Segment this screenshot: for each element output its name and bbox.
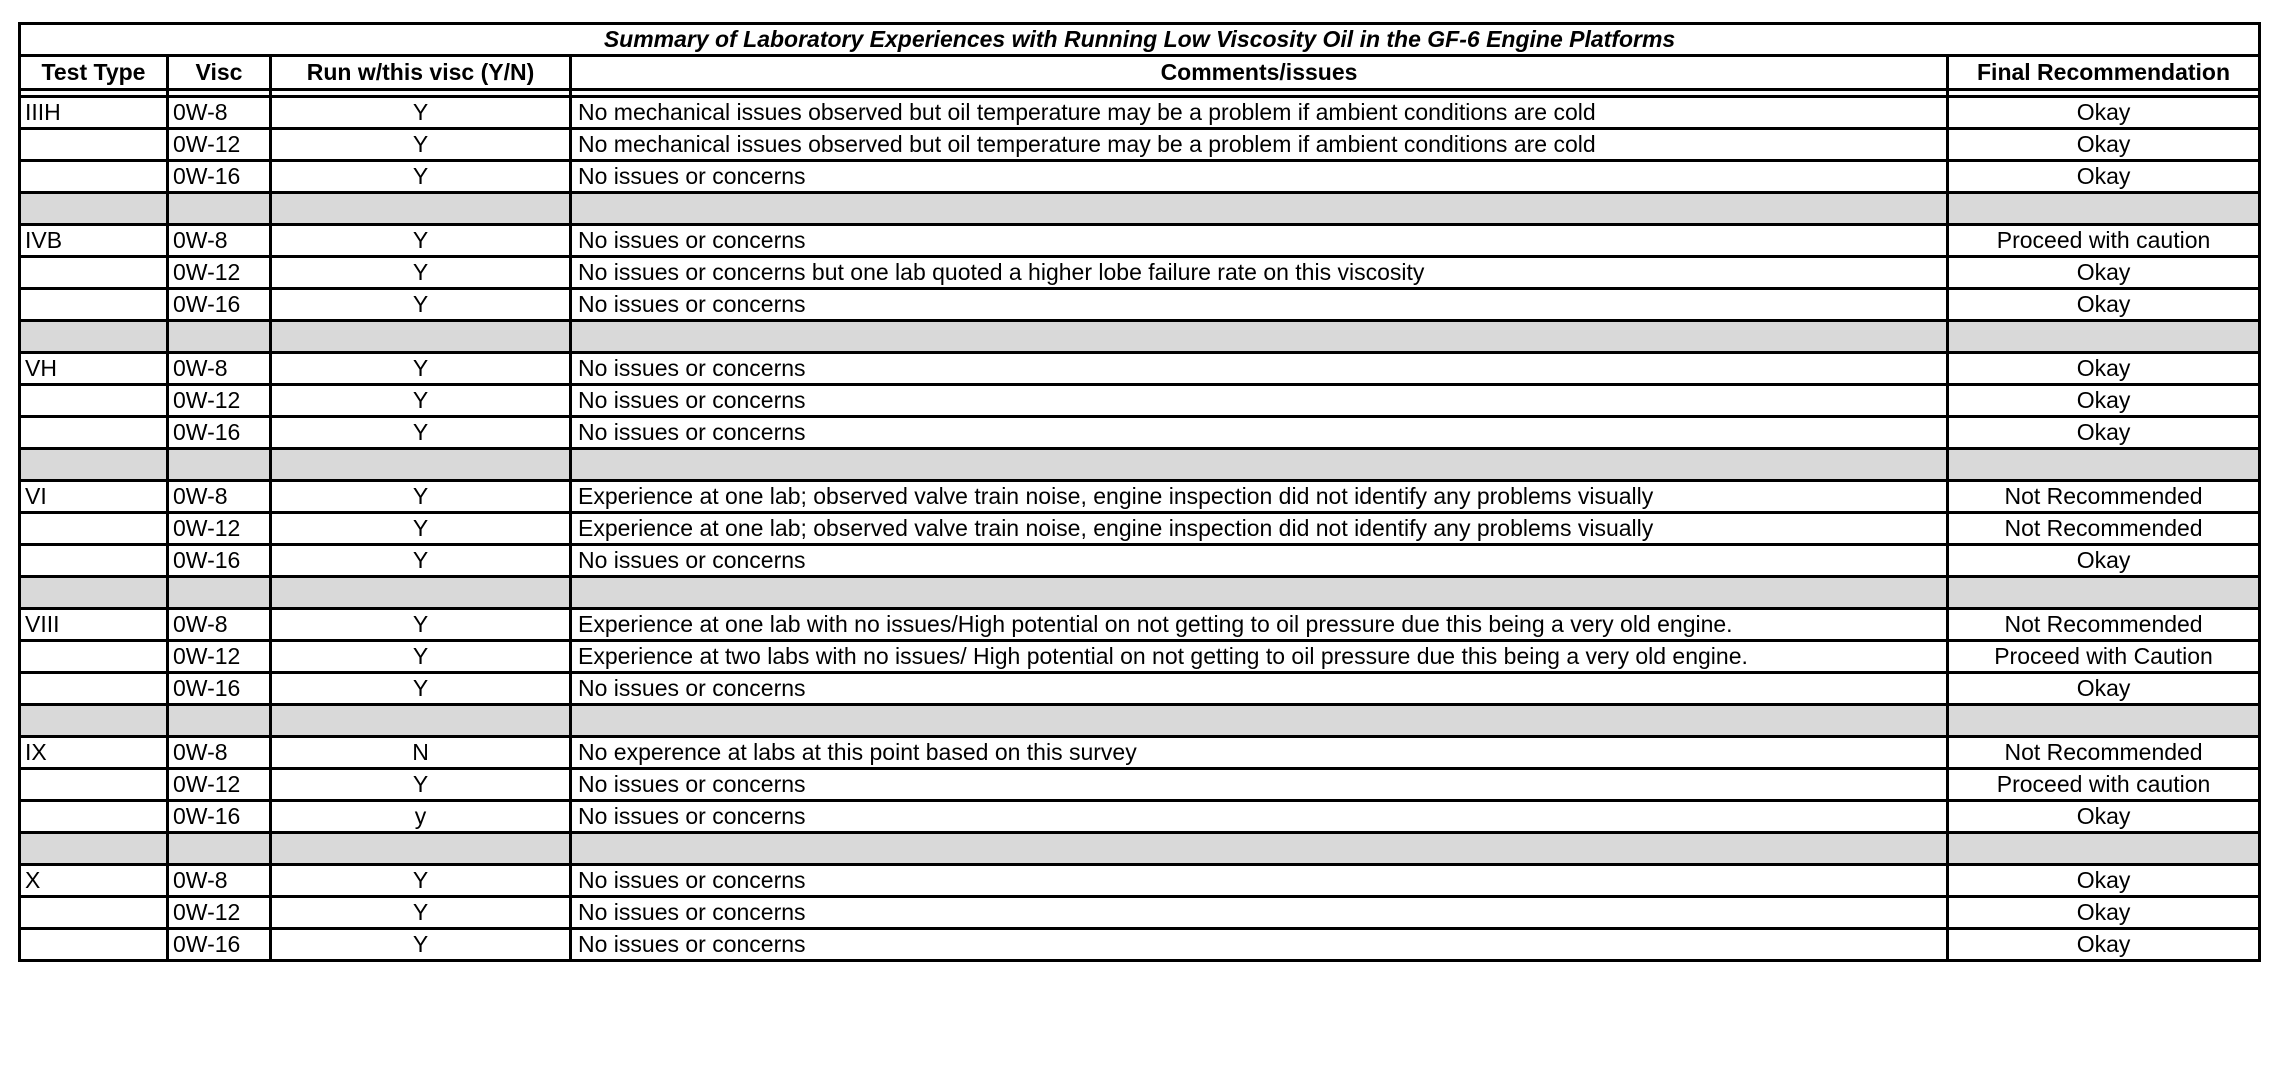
cell-test-type <box>20 897 168 929</box>
separator-cell <box>20 705 168 737</box>
cell-comment: No issues or concerns <box>571 673 1948 705</box>
separator-cell <box>1948 321 2260 353</box>
cell-comment: No issues or concerns <box>571 417 1948 449</box>
cell-test-type <box>20 385 168 417</box>
cell-test-type <box>20 513 168 545</box>
cell-run: Y <box>271 545 571 577</box>
spacer-cell <box>20 90 168 97</box>
cell-recommendation: Not Recommended <box>1948 737 2260 769</box>
cell-run: N <box>271 737 571 769</box>
cell-visc: 0W-8 <box>168 225 271 257</box>
separator-cell <box>571 705 1948 737</box>
cell-run: Y <box>271 225 571 257</box>
cell-recommendation: Okay <box>1948 385 2260 417</box>
table-row <box>20 385 2260 417</box>
table-row <box>20 257 2260 289</box>
separator-cell <box>168 577 271 609</box>
cell-run: Y <box>271 929 571 961</box>
separator-cell <box>20 577 168 609</box>
table-row <box>20 417 2260 449</box>
header-comments: Comments/issues <box>571 56 1948 90</box>
header-run: Run w/this visc (Y/N) <box>271 56 571 90</box>
separator-cell <box>571 833 1948 865</box>
cell-comment: No issues or concerns <box>571 897 1948 929</box>
separator-cell <box>20 449 168 481</box>
group-separator-row <box>20 321 2260 353</box>
table-row <box>20 481 2260 513</box>
cell-visc: 0W-16 <box>168 289 271 321</box>
cell-comment: No issues or concerns <box>571 225 1948 257</box>
cell-recommendation: Okay <box>1948 897 2260 929</box>
cell-run: Y <box>271 385 571 417</box>
cell-recommendation: Proceed with caution <box>1948 225 2260 257</box>
table-row <box>20 97 2260 129</box>
summary-sheet <box>18 22 2258 962</box>
summary-table <box>18 22 2261 962</box>
table-row <box>20 673 2260 705</box>
cell-test-type <box>20 641 168 673</box>
cell-visc: 0W-12 <box>168 129 271 161</box>
table-row <box>20 641 2260 673</box>
cell-visc: 0W-16 <box>168 801 271 833</box>
cell-test-type: VIII <box>20 609 168 641</box>
cell-recommendation: Okay <box>1948 417 2260 449</box>
cell-recommendation: Not Recommended <box>1948 609 2260 641</box>
cell-comment: No issues or concerns <box>571 289 1948 321</box>
group-separator-row <box>20 577 2260 609</box>
cell-test-type: VH <box>20 353 168 385</box>
cell-visc: 0W-12 <box>168 513 271 545</box>
cell-visc: 0W-12 <box>168 257 271 289</box>
table-row <box>20 865 2260 897</box>
group-separator-row <box>20 833 2260 865</box>
separator-cell <box>271 449 571 481</box>
cell-recommendation: Okay <box>1948 673 2260 705</box>
cell-recommendation: Okay <box>1948 257 2260 289</box>
cell-comment: No issues or concerns <box>571 545 1948 577</box>
cell-recommendation: Okay <box>1948 289 2260 321</box>
cell-run: Y <box>271 865 571 897</box>
table-row <box>20 929 2260 961</box>
table-row <box>20 801 2260 833</box>
cell-recommendation: Okay <box>1948 929 2260 961</box>
cell-run: Y <box>271 609 571 641</box>
separator-cell <box>571 449 1948 481</box>
separator-cell <box>271 577 571 609</box>
cell-comment: No mechanical issues observed but oil temperature may be a problem if ambient conditions are cold <box>571 97 1948 129</box>
cell-test-type <box>20 161 168 193</box>
cell-recommendation: Proceed with caution <box>1948 769 2260 801</box>
table-row <box>20 289 2260 321</box>
table-row <box>20 545 2260 577</box>
cell-visc: 0W-8 <box>168 609 271 641</box>
cell-comment: No experence at labs at this point based on this survey <box>571 737 1948 769</box>
cell-test-type <box>20 673 168 705</box>
cell-run: Y <box>271 673 571 705</box>
cell-recommendation: Okay <box>1948 545 2260 577</box>
separator-cell <box>271 833 571 865</box>
cell-comment: No issues or concerns <box>571 865 1948 897</box>
cell-test-type: IX <box>20 737 168 769</box>
cell-run: Y <box>271 897 571 929</box>
cell-visc: 0W-16 <box>168 417 271 449</box>
separator-cell <box>20 193 168 225</box>
cell-comment: No issues or concerns but one lab quoted a higher lobe failure rate on this viscosity <box>571 257 1948 289</box>
cell-test-type <box>20 545 168 577</box>
cell-run: Y <box>271 161 571 193</box>
separator-cell <box>168 705 271 737</box>
cell-test-type <box>20 929 168 961</box>
cell-run: Y <box>271 481 571 513</box>
cell-test-type <box>20 257 168 289</box>
cell-test-type: IIIH <box>20 97 168 129</box>
cell-visc: 0W-16 <box>168 161 271 193</box>
cell-run: Y <box>271 97 571 129</box>
separator-cell <box>168 833 271 865</box>
cell-visc: 0W-8 <box>168 737 271 769</box>
cell-recommendation: Okay <box>1948 97 2260 129</box>
table-row <box>20 897 2260 929</box>
separator-cell <box>168 449 271 481</box>
separator-cell <box>1948 577 2260 609</box>
cell-recommendation: Not Recommended <box>1948 481 2260 513</box>
cell-comment: No mechanical issues observed but oil temperature may be a problem if ambient conditions are cold <box>571 129 1948 161</box>
cell-test-type <box>20 129 168 161</box>
cell-visc: 0W-8 <box>168 353 271 385</box>
cell-comment: No issues or concerns <box>571 769 1948 801</box>
separator-cell <box>1948 449 2260 481</box>
cell-visc: 0W-12 <box>168 769 271 801</box>
cell-visc: 0W-8 <box>168 481 271 513</box>
cell-comment: Experience at two labs with no issues/ High potential on not getting to oil pressure due this being a very old engine. <box>571 641 1948 673</box>
table-body <box>20 97 2260 961</box>
separator-cell <box>571 321 1948 353</box>
cell-run: Y <box>271 257 571 289</box>
separator-cell <box>571 193 1948 225</box>
cell-comment: No issues or concerns <box>571 801 1948 833</box>
table-row <box>20 129 2260 161</box>
cell-run: Y <box>271 289 571 321</box>
table-row <box>20 225 2260 257</box>
header-test-type: Test Type <box>20 56 168 90</box>
separator-cell <box>271 321 571 353</box>
table-row <box>20 161 2260 193</box>
cell-test-type: VI <box>20 481 168 513</box>
separator-cell <box>168 321 271 353</box>
cell-visc: 0W-12 <box>168 641 271 673</box>
cell-run: Y <box>271 353 571 385</box>
cell-visc: 0W-12 <box>168 385 271 417</box>
group-separator-row <box>20 449 2260 481</box>
cell-recommendation: Okay <box>1948 353 2260 385</box>
cell-visc: 0W-12 <box>168 897 271 929</box>
cell-comment: No issues or concerns <box>571 161 1948 193</box>
table-row <box>20 737 2260 769</box>
cell-comment: No issues or concerns <box>571 353 1948 385</box>
table-row <box>20 513 2260 545</box>
separator-cell <box>20 321 168 353</box>
cell-comment: No issues or concerns <box>571 929 1948 961</box>
cell-comment: Experience at one lab with no issues/High potential on not getting to oil pressure due this being a very old engine. <box>571 609 1948 641</box>
separator-cell <box>20 833 168 865</box>
cell-recommendation: Proceed with Caution <box>1948 641 2260 673</box>
table-title: Summary of Laboratory Experiences with Running Low Viscosity Oil in the GF-6 Engine Platforms <box>20 24 2260 56</box>
cell-test-type: IVB <box>20 225 168 257</box>
spacer-cell <box>168 90 271 97</box>
cell-recommendation: Okay <box>1948 161 2260 193</box>
table-row <box>20 609 2260 641</box>
cell-test-type <box>20 769 168 801</box>
cell-run: Y <box>271 417 571 449</box>
cell-comment: No issues or concerns <box>571 385 1948 417</box>
separator-cell <box>1948 833 2260 865</box>
cell-run: Y <box>271 769 571 801</box>
separator-cell <box>571 577 1948 609</box>
cell-visc: 0W-8 <box>168 97 271 129</box>
separator-cell <box>271 193 571 225</box>
cell-visc: 0W-16 <box>168 545 271 577</box>
group-separator-row <box>20 705 2260 737</box>
cell-visc: 0W-16 <box>168 673 271 705</box>
header-recommendation: Final Recommendation <box>1948 56 2260 90</box>
cell-test-type <box>20 801 168 833</box>
cell-recommendation: Okay <box>1948 801 2260 833</box>
cell-recommendation: Not Recommended <box>1948 513 2260 545</box>
cell-run: Y <box>271 641 571 673</box>
cell-run: y <box>271 801 571 833</box>
cell-recommendation: Okay <box>1948 865 2260 897</box>
cell-visc: 0W-16 <box>168 929 271 961</box>
spacer-cell <box>571 90 1948 97</box>
cell-recommendation: Okay <box>1948 129 2260 161</box>
separator-cell <box>1948 705 2260 737</box>
cell-comment: Experience at one lab; observed valve train noise, engine inspection did not identify any problems visually <box>571 481 1948 513</box>
separator-cell <box>271 705 571 737</box>
cell-comment: Experience at one lab; observed valve train noise, engine inspection did not identify any problems visually <box>571 513 1948 545</box>
cell-test-type: X <box>20 865 168 897</box>
separator-cell <box>1948 193 2260 225</box>
spacer-cell <box>271 90 571 97</box>
cell-test-type <box>20 417 168 449</box>
header-visc: Visc <box>168 56 271 90</box>
separator-cell <box>168 193 271 225</box>
group-separator-row <box>20 193 2260 225</box>
cell-run: Y <box>271 129 571 161</box>
table-row <box>20 353 2260 385</box>
cell-visc: 0W-8 <box>168 865 271 897</box>
table-row <box>20 769 2260 801</box>
cell-run: Y <box>271 513 571 545</box>
cell-test-type <box>20 289 168 321</box>
spacer-cell <box>1948 90 2260 97</box>
